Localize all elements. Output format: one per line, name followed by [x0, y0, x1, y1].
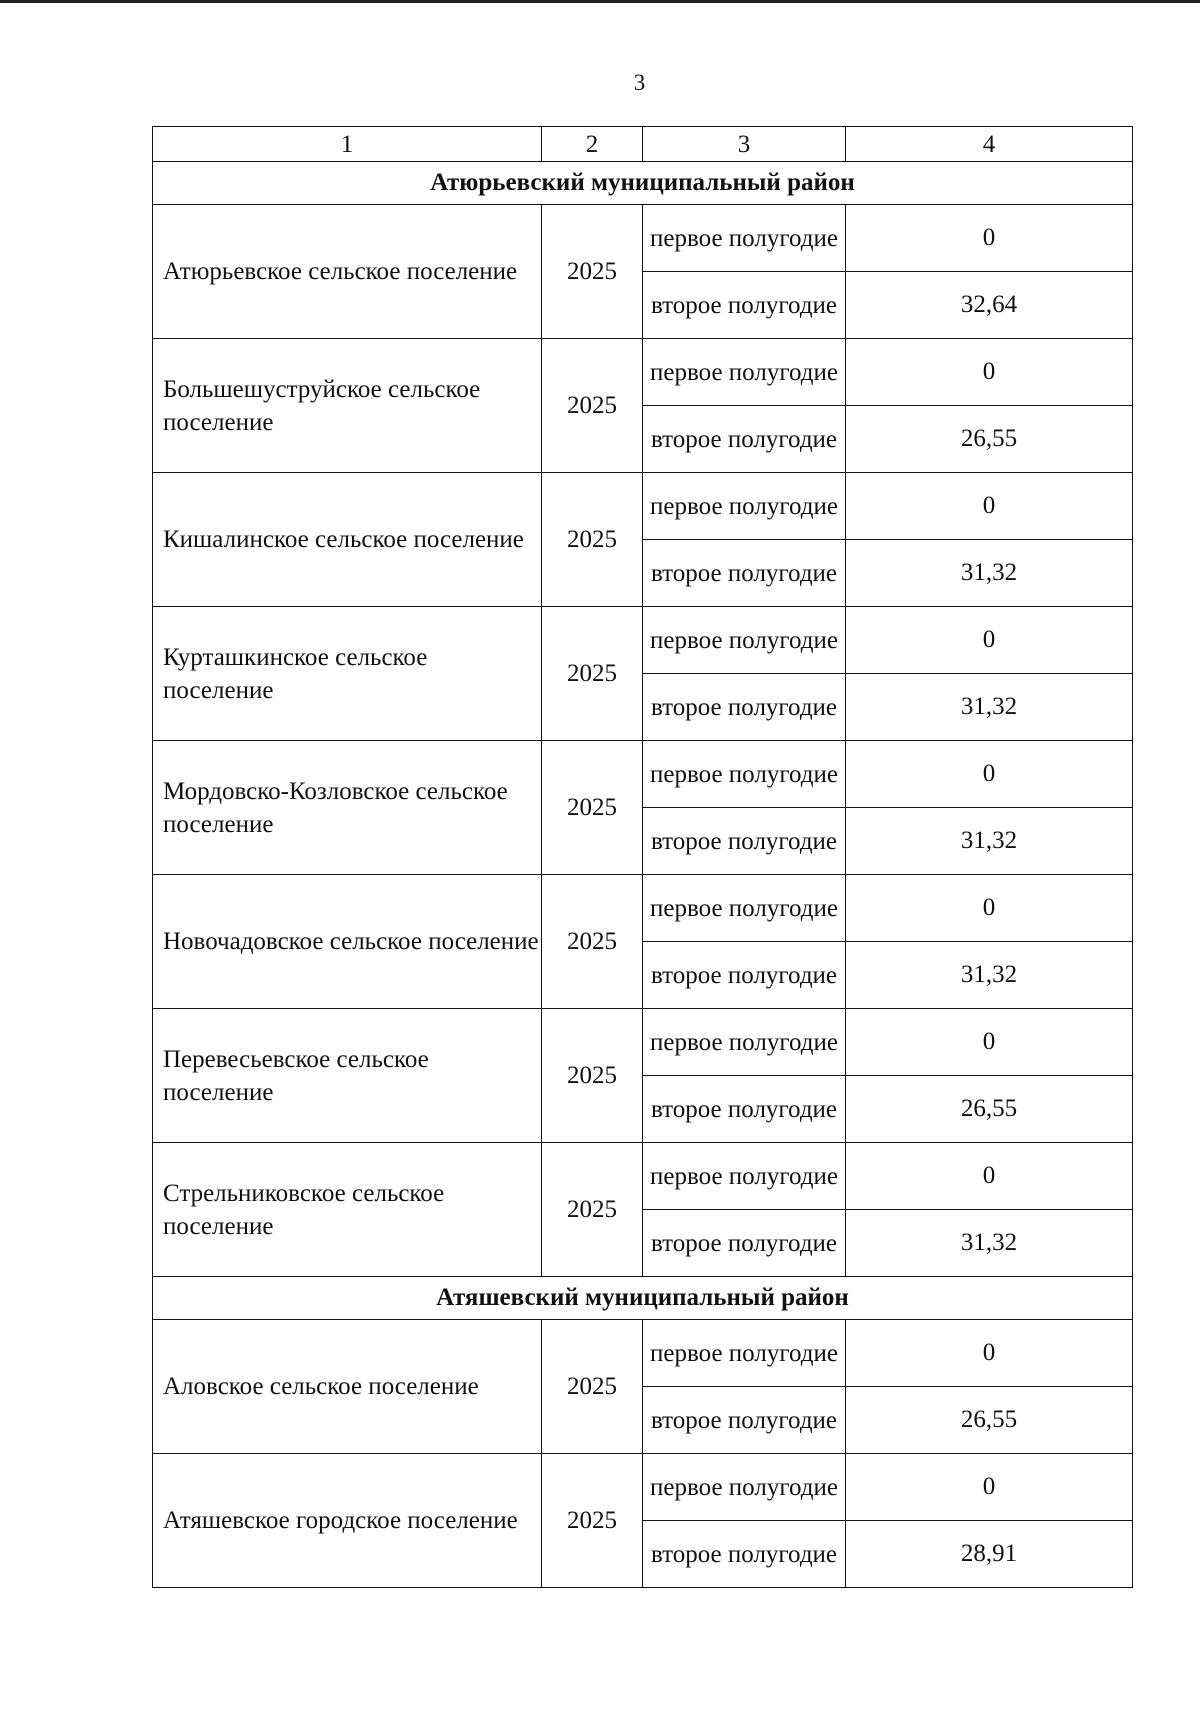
table-row — [153, 1009, 1133, 1076]
value-cell: 31,32 — [846, 540, 1133, 607]
period-cell: второе полугодие — [643, 1387, 846, 1454]
value-cell: 0 — [846, 607, 1133, 674]
district-name: Атюрьевский муниципальный район — [153, 162, 1133, 205]
header-col-2: 2 — [542, 127, 643, 162]
period-cell: первое полугодие — [643, 1454, 846, 1521]
value-cell: 31,32 — [846, 1210, 1133, 1277]
period-cell: второе полугодие — [643, 1076, 846, 1143]
value-cell: 0 — [846, 473, 1133, 540]
value-cell: 0 — [846, 1320, 1133, 1387]
year-cell: 2025 — [542, 741, 643, 875]
period-cell: первое полугодие — [643, 339, 846, 406]
district-header-row — [153, 162, 1133, 205]
year-cell: 2025 — [542, 473, 643, 607]
settlement-name: Кишалинское сельское поселение — [153, 473, 542, 607]
settlement-name: Перевесьевское сельское поселение — [153, 1009, 542, 1143]
header-col-3: 3 — [643, 127, 846, 162]
table-row — [153, 741, 1133, 808]
value-cell: 0 — [846, 1454, 1133, 1521]
value-cell: 28,91 — [846, 1521, 1133, 1588]
table-row — [153, 875, 1133, 942]
period-cell: второе полугодие — [643, 1521, 846, 1588]
settlement-name: Большешуструйское сельское поселение — [153, 339, 542, 473]
period-cell: второе полугодие — [643, 272, 846, 339]
district-name: Атяшевский муниципальный район — [153, 1277, 1133, 1320]
table-row — [153, 473, 1133, 540]
period-cell: первое полугодие — [643, 1320, 846, 1387]
settlement-name: Стрельниковское сельское поселение — [153, 1143, 542, 1277]
settlements-table — [152, 126, 1133, 1588]
table-row — [153, 1454, 1133, 1521]
period-cell: первое полугодие — [643, 1009, 846, 1076]
page-number: 3 — [633, 70, 646, 95]
year-cell: 2025 — [542, 1009, 643, 1143]
page-top-border — [0, 0, 1200, 3]
period-cell: первое полугодие — [643, 473, 846, 540]
period-cell: второе полугодие — [643, 942, 846, 1009]
value-cell: 0 — [846, 1009, 1133, 1076]
table-row — [153, 205, 1133, 272]
period-cell: второе полугодие — [643, 406, 846, 473]
settlement-name: Мордовско-Козловское сельское поселение — [153, 741, 542, 875]
year-cell: 2025 — [542, 339, 643, 473]
table-row — [153, 1143, 1133, 1210]
settlement-name: Атюрьевское сельское поселение — [153, 205, 542, 339]
period-cell: первое полугодие — [643, 1143, 846, 1210]
value-cell: 0 — [846, 205, 1133, 272]
header-row — [153, 127, 1133, 162]
year-cell: 2025 — [542, 1143, 643, 1277]
table-row — [153, 339, 1133, 406]
value-cell: 31,32 — [846, 674, 1133, 741]
value-cell: 26,55 — [846, 406, 1133, 473]
settlement-name: Курташкинское сельское поселение — [153, 607, 542, 741]
period-cell: первое полугодие — [643, 875, 846, 942]
period-cell: второе полугодие — [643, 540, 846, 607]
value-cell: 32,64 — [846, 272, 1133, 339]
value-cell: 0 — [846, 741, 1133, 808]
value-cell: 0 — [846, 1143, 1133, 1210]
year-cell: 2025 — [542, 607, 643, 741]
year-cell: 2025 — [542, 1320, 643, 1454]
period-cell: первое полугодие — [643, 607, 846, 674]
period-cell: второе полугодие — [643, 1210, 846, 1277]
header-col-1: 1 — [153, 127, 542, 162]
value-cell: 0 — [846, 339, 1133, 406]
period-cell: второе полугодие — [643, 674, 846, 741]
district-header-row — [153, 1277, 1133, 1320]
table-row — [153, 1320, 1133, 1387]
year-cell: 2025 — [542, 1454, 643, 1588]
header-col-4: 4 — [846, 127, 1133, 162]
value-cell: 26,55 — [846, 1387, 1133, 1454]
settlement-name: Новочадовское сельское поселение — [153, 875, 542, 1009]
period-cell: первое полугодие — [643, 205, 846, 272]
value-cell: 26,55 — [846, 1076, 1133, 1143]
settlement-name: Аловское сельское поселение — [153, 1320, 542, 1454]
period-cell: первое полугодие — [643, 741, 846, 808]
value-cell: 0 — [846, 875, 1133, 942]
value-cell: 31,32 — [846, 942, 1133, 1009]
value-cell: 31,32 — [846, 808, 1133, 875]
year-cell: 2025 — [542, 205, 643, 339]
year-cell: 2025 — [542, 875, 643, 1009]
period-cell: второе полугодие — [643, 808, 846, 875]
settlement-name: Атяшевское городское поселение — [153, 1454, 542, 1588]
table-row — [153, 607, 1133, 674]
